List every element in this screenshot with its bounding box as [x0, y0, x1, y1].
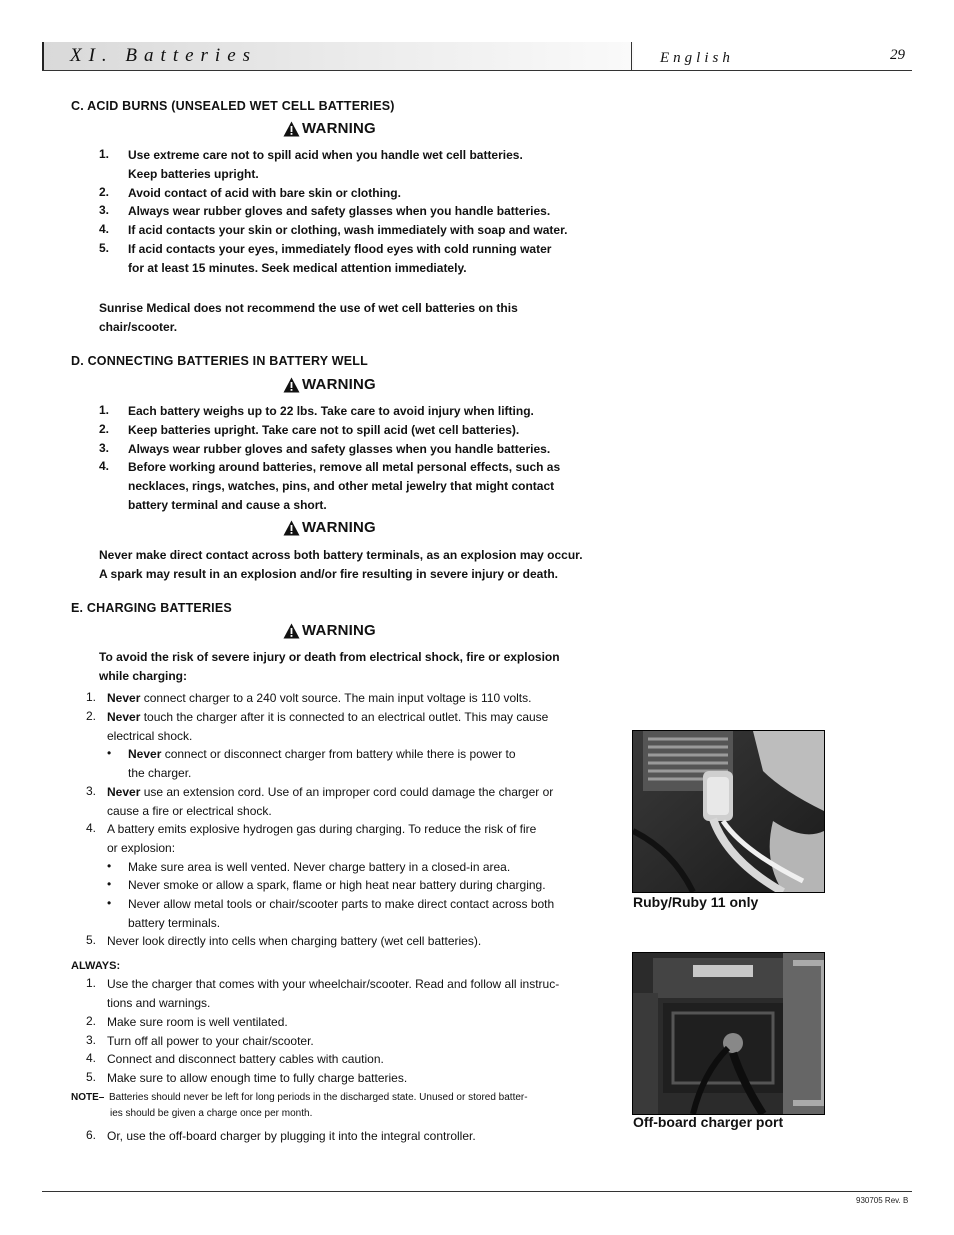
- list-item: Never connect charger to a 240 volt source. The main input voltage is 110 volts.: [107, 691, 532, 705]
- bullet: •: [107, 877, 112, 891]
- warning-label: WARNING: [302, 622, 376, 639]
- list-number: 4.: [99, 459, 110, 473]
- language-label: English: [660, 50, 734, 66]
- footer-rule: [42, 1191, 912, 1192]
- list-item: Or, use the off-board charger by plugging it into the integral controller.: [107, 1129, 476, 1143]
- list-item: Never connect or disconnect charger from battery while there is power to the charger.: [128, 747, 516, 780]
- list-number: 2.: [86, 709, 97, 723]
- list-number: 4.: [99, 222, 110, 236]
- header-rule: [42, 70, 912, 71]
- list-item: Each battery weighs up to 22 lbs. Take care to avoid injury when lifting.: [128, 404, 534, 418]
- charger-port-photo: [632, 952, 825, 1115]
- list-number: 3.: [99, 203, 110, 217]
- list-number: 2.: [99, 422, 110, 436]
- list-item: Never look directly into cells when charging battery (wet cell batteries).: [107, 934, 482, 948]
- warning-d2: [283, 519, 376, 536]
- terminal-warning-text: Never make direct contact across both battery terminals, as an explosion may occur. A spark may result in an explosion and/or fire resulting in severe injury or death.: [99, 548, 583, 581]
- list-number: 1.: [99, 147, 110, 161]
- list-number: 5.: [86, 1070, 97, 1084]
- list-number: 5.: [99, 241, 110, 255]
- warning-e: [283, 622, 376, 639]
- list-item: If acid contacts your skin or clothing, wash immediately with soap and water.: [128, 223, 568, 237]
- list-number: 4.: [86, 1051, 97, 1065]
- list-item: Make sure area is well vented. Never charge battery in a closed-in area.: [128, 860, 511, 874]
- list-number: 3.: [99, 441, 110, 455]
- warning-label: WARNING: [302, 376, 376, 393]
- warning-triangle-icon: [283, 377, 300, 393]
- list-item: Never use an extension cord. Use of an improper cord could damage the charger or cause a fire or electrical shock.: [107, 785, 554, 818]
- list-item: Make sure room is well ventilated.: [107, 1015, 288, 1029]
- list-item: Make sure to allow enough time to fully charge batteries.: [107, 1071, 408, 1085]
- bullet: •: [107, 896, 112, 910]
- list-item: Use the charger that comes with your wheelchair/scooter. Read and follow all instruc- tions and warnings.: [107, 977, 560, 1010]
- header-divider: [631, 42, 632, 71]
- list-number: 5.: [86, 933, 97, 947]
- warning-triangle-icon: [283, 520, 300, 536]
- note-label: NOTE–: [71, 1092, 105, 1103]
- warning-triangle-icon: [283, 623, 300, 639]
- page-title: XI. Batteries: [70, 45, 258, 66]
- section-c-heading: C. ACID BURNS (UNSEALED WET CELL BATTERIES): [71, 99, 395, 113]
- list-item: Never smoke or allow a spark, flame or high heat near battery during charging.: [128, 878, 546, 892]
- list-number: 1.: [99, 403, 110, 417]
- list-number: 3.: [86, 1033, 97, 1047]
- bullet: •: [107, 746, 112, 760]
- list-number: 2.: [86, 1014, 97, 1028]
- always-label: ALWAYS:: [71, 960, 121, 972]
- list-item: A battery emits explosive hydrogen gas during charging. To reduce the risk of fire or explosion:: [107, 822, 537, 855]
- list-item: Turn off all power to your chair/scooter.: [107, 1034, 314, 1048]
- list-number: 2.: [99, 185, 110, 199]
- list-item: Keep batteries upright. Take care not to spill acid (wet cell batteries).: [128, 423, 520, 437]
- warning-d: [283, 376, 376, 393]
- document-code: 930705 Rev. B: [856, 1196, 909, 1205]
- warning-c: [283, 120, 376, 137]
- list-number: 4.: [86, 821, 97, 835]
- wet-cell-note: Sunrise Medical does not recommend the use of wet cell batteries on this chair/scooter.: [99, 301, 518, 334]
- list-number: 1.: [86, 690, 97, 704]
- list-item: Avoid contact of acid with bare skin or clothing.: [128, 186, 401, 200]
- list-number: 6.: [86, 1128, 97, 1142]
- figure-caption: Ruby/Ruby 11 only: [633, 894, 759, 910]
- list-number: 3.: [86, 784, 97, 798]
- page-number: 29: [890, 47, 905, 63]
- figure-caption: Off-board charger port: [633, 1114, 784, 1130]
- list-item: Never allow metal tools or chair/scooter parts to make direct contact across both battery terminals.: [128, 897, 555, 930]
- bullet: •: [107, 859, 112, 873]
- list-item: Connect and disconnect battery cables with caution.: [107, 1052, 384, 1066]
- warning-label: WARNING: [302, 519, 376, 536]
- charger-plug-photo: [632, 730, 825, 893]
- warning-label: WARNING: [302, 120, 376, 137]
- warning-triangle-icon: [283, 121, 300, 137]
- list-item: Use extreme care not to spill acid when you handle wet cell batteries. Keep batteries upright.: [128, 148, 523, 181]
- list-item: Before working around batteries, remove all metal personal effects, such as necklaces, rings, watches, pins, and other metal jewelry that might contact battery terminal and cause a short.: [128, 460, 561, 512]
- section-d-heading: D. CONNECTING BATTERIES IN BATTERY WELL: [71, 354, 368, 368]
- list-number: 1.: [86, 976, 97, 990]
- note-text: Batteries should never be left for long periods in the discharged state. Unused or stored batter- ies should be given a charge once per month.: [109, 1092, 528, 1119]
- list-item: Never touch the charger after it is connected to an electrical outlet. This may cause electrical shock.: [107, 710, 549, 743]
- list-item: Always wear rubber gloves and safety glasses when you handle batteries.: [128, 204, 551, 218]
- list-item: Always wear rubber gloves and safety glasses when you handle batteries.: [128, 442, 551, 456]
- charging-intro: To avoid the risk of severe injury or death from electrical shock, fire or explosion while charging:: [99, 650, 560, 683]
- section-e-heading: E. CHARGING BATTERIES: [71, 601, 232, 615]
- list-item: If acid contacts your eyes, immediately flood eyes with cold running water for at least 15 minutes. Seek medical attention immediately.: [128, 242, 552, 275]
